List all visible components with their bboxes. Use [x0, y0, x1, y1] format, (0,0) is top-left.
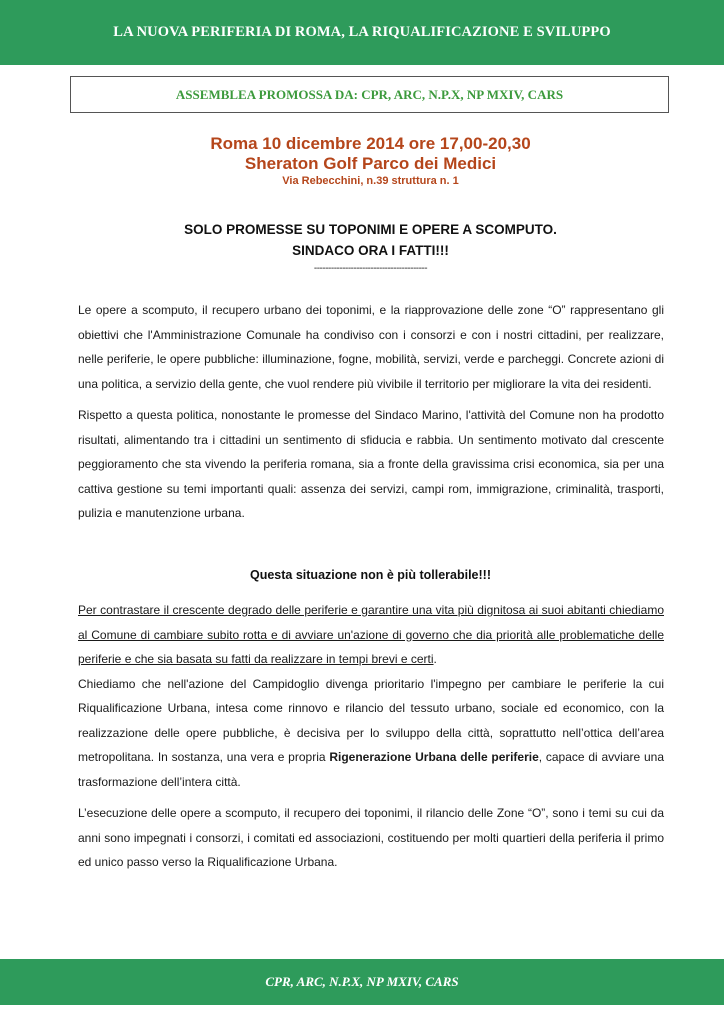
event-address: Via Rebecchini, n.39 struttura n. 1	[282, 175, 459, 187]
body-section-1	[78, 298, 664, 526]
promoted-by-text: ASSEMBLEA PROMOSSA DA: CPR, ARC, N.P.X, NP MXIV, CARS	[175, 86, 564, 102]
event-venue: Sheraton Golf Parco dei Medici	[244, 154, 497, 173]
paragraph-3-end: .	[433, 652, 437, 666]
banner-title: LA NUOVA PERIFERIA DI ROMA, LA RIQUALIFICAZIONE E SVILUPPO	[113, 24, 611, 40]
body-section-2	[78, 598, 664, 875]
headline-separator: ----------------------------------------	[313, 263, 428, 274]
paragraph-2: Rispetto a questa politica, nonostante le promesse del Sindaco Marino, l'attività del Comune non ha prodotto risultati, alimentando tra i cittadini un sentimento di sfiducia e rabbia. Un sentimento motivato dal crescente peggioramento che sta vivendo la periferia romana, sia a fronte della gravissima crisi economica, sia per una cattiva gestione su temi importanti quali: assenza dei servizi, campi rom, immigrazione, criminalità, trasporti, pulizia e manutenzione urbana.	[78, 408, 664, 520]
footer-banner	[0, 959, 724, 1005]
event-date-time: Roma 10 dicembre 2014 ore 17,00-20,30	[210, 134, 531, 153]
headline	[0, 219, 724, 261]
footer-signatories: CPR, ARC, N.P.X, NP MXIV, CARS	[265, 974, 459, 989]
promoted-by-box	[70, 76, 669, 113]
top-banner	[0, 0, 724, 65]
subheading: Questa situazione non è più tollerabile!!!	[250, 568, 491, 582]
paragraph-4-bold: Rigenerazione Urbana delle periferie	[329, 750, 539, 764]
paragraph-5: L’esecuzione delle opere a scomputo, il recupero dei toponimi, il rilancio delle Zone “O”, sono i temi su cui da anni sono impegnati i consorzi, i comitati ed associazioni, costituendo per molti quartieri della periferia il primo ed unico passo verso la Riqualificazione Urbana.	[78, 806, 664, 869]
paragraph-1: Le opere a scomputo, il recupero urbano dei toponimi, e la riapprovazione delle zone “O” rappresentano gli obiettivi che l'Amministrazione Comunale ha condiviso con i consorzi e con i nostri cittadini, per realizzare, nelle periferie, le opere pubbliche: illuminazione, fogne, mobilità, servizi, verde e parcheggi. Concrete azioni di una politica, a servizio della gente, che vuol rendere più vivibile il territorio per migliorare la vita dei residenti.	[78, 303, 664, 391]
event-details	[0, 134, 724, 188]
paragraph-3	[78, 598, 664, 672]
headline-line-1: SOLO PROMESSE SU TOPONIMI E OPERE A SCOMPUTO.	[184, 222, 557, 237]
paragraph-3-underlined: Per contrastare il crescente degrado delle periferie e garantire una vita più dignitosa ai suoi abitanti chiediamo al Comune di cambiare subito rotta e di avviare un'azione di governo che dia priorità alle problematiche delle periferie e che sia basata su fatti da realizzare in tempi brevi e certi	[78, 603, 664, 666]
paragraph-4-start: Chiediamo che nell'azione del Campidoglio divenga prioritario l'impegno per cambiare le periferie la cui Riqualificazione Urbana, intesa come rinnovo e rilancio del tessuto urbano, sociale ed economico, con la realizzazione delle opere pubbliche, è decisiva per lo sviluppo della città, soprattutto nell’ottica dell’area metropolitana. In sostanza, una vera e propria	[78, 676, 664, 764]
paragraph-4-end: , capace di avviare una trasformazione dell’intera città.	[78, 750, 664, 789]
headline-line-2: SINDACO ORA I FATTI!!!	[292, 243, 449, 258]
paragraph-4	[78, 672, 664, 795]
